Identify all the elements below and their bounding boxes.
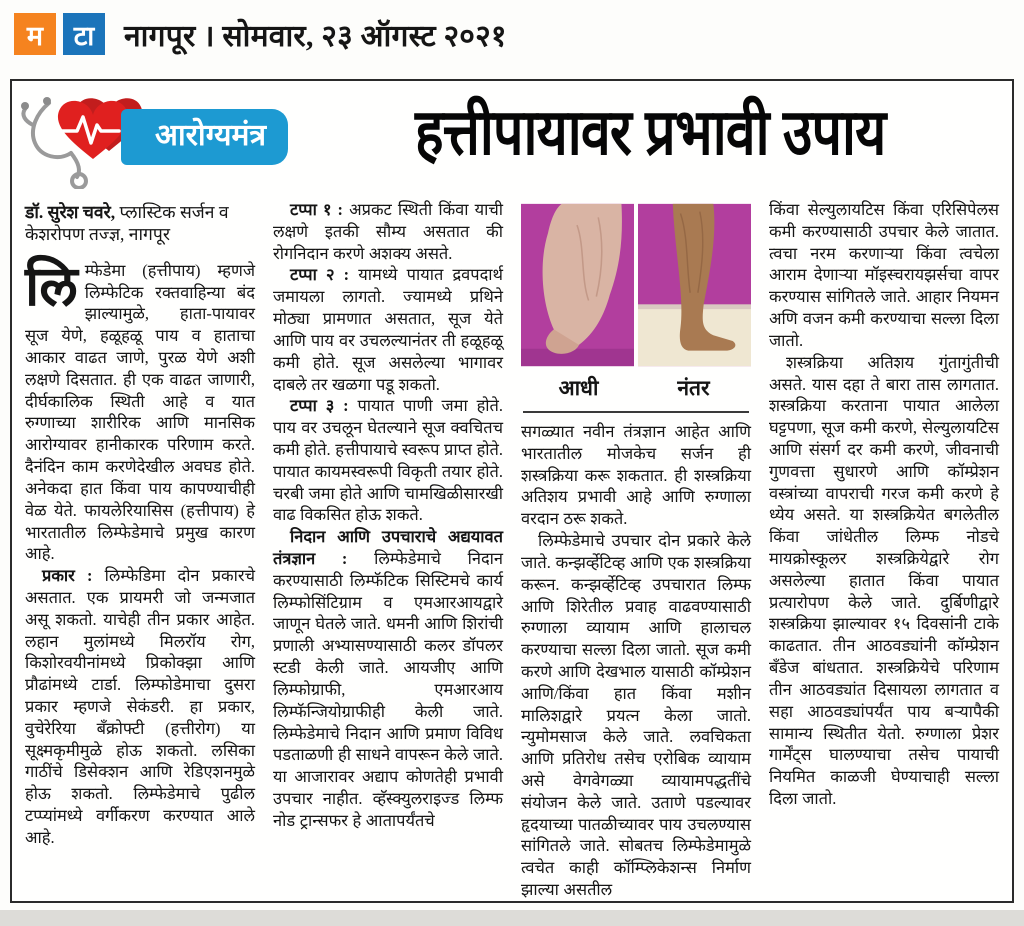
mata-logo-ta: टा <box>63 13 105 55</box>
paragraph <box>273 199 503 264</box>
article-frame <box>10 79 1014 903</box>
paragraph <box>521 421 751 530</box>
paragraph <box>25 565 255 849</box>
paragraph-lead: टप्पा १ : <box>290 200 344 219</box>
page-bottom-strip <box>0 910 1024 926</box>
paragraph-lead: प्रकार : <box>42 566 93 586</box>
paragraph <box>769 352 999 810</box>
health-column-brand <box>25 89 297 189</box>
mata-logo-m: म <box>14 13 56 55</box>
drop-cap: लि <box>25 255 78 317</box>
column-3 <box>521 199 751 901</box>
paragraph-lead: टप्पा २ : <box>290 265 350 285</box>
caption-divider <box>523 411 749 413</box>
paragraph <box>769 199 999 352</box>
paragraph-lead: निदान आणि उपचाराचे अद्ययावत तंत्रज्ञान : <box>273 527 503 568</box>
column-1 <box>25 199 255 901</box>
paragraph <box>25 255 255 565</box>
column-4 <box>769 199 999 901</box>
photo-after-leg-icon <box>638 201 751 369</box>
edition-dateline: नागपूर । सोमवार, २३ ऑगस्ट २०२१ <box>124 19 507 53</box>
paragraph-text: लिम्फेडेमाचे उपचार दोन प्रकारे केले जाते. कन्झर्व्हेटिव्ह आणि एक शस्त्रक्रिया करून. कन्झर्व्हेटिव्ह उपचारात लिम्फ आणि शिरेतील प्रवाह वाढवण्यासाठी रुग्णाला व्यायाम आणि हालाचल करण्याचा सल्ला दिला जातो. सूज कमी करणे आणि देखभाल यासाठी कॉम्प्रेशन आणि/किंवा हात किंवा मशीन मालिशद्वारे प्रयत्न केला जातो. न्युमोमसाज केले जाते. लवचिकता आणि प्रतिरोध तसेच एरोबिक व्यायाम असे वेगवेगळ्या व्यायामपद्धतींचे संयोजन केले जाते. उताणे पडल्यावर हृदयाच्या पातळीच्यावर पाय उचलण्यास सांगितले जाते. सोबतच लिम्फेडेमामुळे त्वचेत काही कॉम्प्लिकेशन्स निर्माण झाल्या असतील <box>521 531 751 900</box>
paragraph-text: लिम्फेडिमा दोन प्रकारचे असतात. एक प्रायमरी जो जन्मजात असू शकतो. याचेही तीन प्रकार आहेत. लहान मुलांमध्ये मिलरॉय रोग, किशोरवयीनांमध्ये प्रिकोक्झा आणि प्रौढांमध्ये टार्डा. लिम्फोडेमाचा दुसरा प्रकार म्हणजे सेकंडरी. हा प्रकार, वुचेरेरिया बँक्रोफ्टी (हत्तीरोग) या सूक्ष्मकृमीमुळे होऊ शकतो. लसिका गाठींचे डिसेक्शन आणि रेडिएशनमुळे होऊ शकतो. लिम्फेडेमाचे पुढील टप्प्यांमध्ये वर्गीकरण करण्यात आले आहे. <box>25 566 255 847</box>
photo-before-leg-icon <box>521 201 634 369</box>
article-body <box>25 199 999 901</box>
article-headline: हत्तीपायावर प्रभावी उपाय <box>415 96 886 168</box>
aarogyamantra-badge: आरोग्यमंत्र <box>121 109 288 165</box>
paragraph-text: यामध्ये पायात द्रवपदार्थ जमायला लागतो. ज्यामध्ये प्रथिने मोठ्या प्रामणात असतात, सूज येते आणि पाय वर उचलल्यानंतर ती हळूहळू कमी होते. सूज असलेल्या भागावर दाबले तर खळगा पडू शकतो. <box>273 265 504 394</box>
paragraph <box>273 264 503 395</box>
paragraph-text: शस्त्रक्रिया अतिशय गुंतागुंतीची असते. यास दहा ते बारा तास लागतात. शस्त्रक्रिया करताना पायात आलेला घट्टपणा, सूज कमी करणे, सेल्युलायटिस आणि संसर्ग दर कमी करणे, जीवनाची गुणवत्ता सुधारणे आणि कॉम्प्रेशन वस्त्रांच्या वापराची गरज कमी करणे हे ध्येय असते. या शस्त्रक्रियेत बगलेतील किंवा जांधेतील लिम्फ नोडचे मायक्रोस्कूलर शस्त्रक्रियेद्वारे रोग असलेल्या हातात किंवा पायात प्रत्यारोपण केले जाते. दुर्बिणीद्वारे शस्त्रक्रिया झाल्यावर १५ दिवसांनी टाके काढतात. तीन आठवड्यांनी कॉम्प्रेशन बँडेज बांधतात. शस्त्रक्रियेचे परिणाम तीन आठवड्यांत दिसायला लागतात व सहा आठवड्यांपर्यंत पाय बऱ्यापैकी सामान्य स्थितीत येतो. रुग्णाला प्रेशर गार्मेंट्स घालण्याचा तसेच पायाची नियमित काळजी घेण्याचाही सल्ला दिला जातो. <box>769 352 999 808</box>
caption-after: नंतर <box>677 377 710 400</box>
byline-author: डॉ. सुरेश चवरे, <box>25 202 116 222</box>
paragraph-text: अप्रकट स्थिती किंवा याची लक्षणे इतकी सौम्य असतात की रोगनिदान करणे अशक्य असते. <box>273 200 503 263</box>
paragraph-text: किंवा सेल्युलायटिस किंवा एरिसिपेलस कमी करण्यासाठी उपचार केले जातात. त्वचा नरम करणाऱ्या किंवा त्वचेला आराम देणाऱ्या मॉइस्चरायझर्सचा वापर करण्यास सांगितले जाते. आहार नियमन अणि वजन कमी करण्याचा सल्ला दिला जातो. <box>769 200 999 350</box>
column-2 <box>273 199 503 901</box>
paragraph <box>273 395 503 526</box>
paragraph-text: पायात पाणी जमा होते. पाय वर उचलून घेतल्याने सूज क्वचितच कमी होते. हत्तीपायाचे स्वरूप प्राप्त होते. पायात कायमस्वरूपी विकृती तयार होते. चरबी जमा होते आणि चामखिळीसारखी वाढ विकसित होऊ शकते. <box>273 396 503 525</box>
paragraph-text: सगळ्यात नवीन तंत्रज्ञान आहेत आणि भारतातील मोजकेच सर्जन ही शस्त्रक्रिया करू शकतात. ही शस्त्रक्रिया अतिशय प्रभावी आहे आणि रुग्णाला वरदान ठरू शकते. <box>521 422 751 529</box>
article-header <box>25 89 999 193</box>
photo-captions <box>521 374 751 402</box>
caption-before: आधी <box>558 377 599 400</box>
paragraph-text: म्फेडेमा (हत्तीपाय) म्हणजे लिम्फेटिक रक्तवाहिन्या बंद झाल्यामुळे, हाता-पायावर सूज येणे, हळूहळू पाय व हाताचा आकार वाढत जाणे, पुरळ येणे अशी लक्षणे दिसतात. ही एक वाढत जाणारी, दीर्घकालिक स्थिती आहे व यात रुग्णाच्या शारीरिक आणि मानसिक आरोग्यावर हानीकारक परिणाम करते. दैनंदिन काम करणेदेखील अवघड होते. अनेकदा हात किंवा पाय कापण्याचीही वेळ येते. फायलेरियासिस (हत्तीपाय) हे भारतातील लिम्फेडेमाचे प्रमुख कारण आहे. <box>25 260 255 564</box>
byline <box>25 201 255 246</box>
paragraph <box>273 526 503 831</box>
paragraph <box>521 530 751 901</box>
masthead <box>0 0 1024 64</box>
before-after-figure <box>521 201 751 413</box>
paragraph-lead: टप्पा ३ : <box>290 396 349 416</box>
paragraph-text: लिम्फेडेमाचे निदान करण्यासाठी लिम्फॅटिक सिस्टिमचे कार्य लिम्फोसिंटिग्राम व एमआरआयद्वारे जाणून घेतले जाते. धमनी आणि शिरांची प्रणाली अभ्यासण्यासाठी कलर डॉपलर स्टडी केली जाते. आयजीए आणि लिम्फोग्राफी, एमआरआय लिम्फॅन्जियोग्राफीही केली जाते. लिम्फेडेमाचे निदान आणि प्रमाण विविध पडताळणी ही साधने वापरून केले जाते. या आजारावर अद्याप कोणतेही प्रभावी उपचार नाहीत. व्हॅस्क्युलराइज्ड लिम्फ नोड ट्रान्सफर हे आतापर्यंतचे <box>273 549 504 830</box>
byline-designation: प्लास्टिक सर्जन व केशरोपण तज्ज्ञ, नागपूर <box>25 202 229 245</box>
before-after-photos <box>521 201 751 369</box>
